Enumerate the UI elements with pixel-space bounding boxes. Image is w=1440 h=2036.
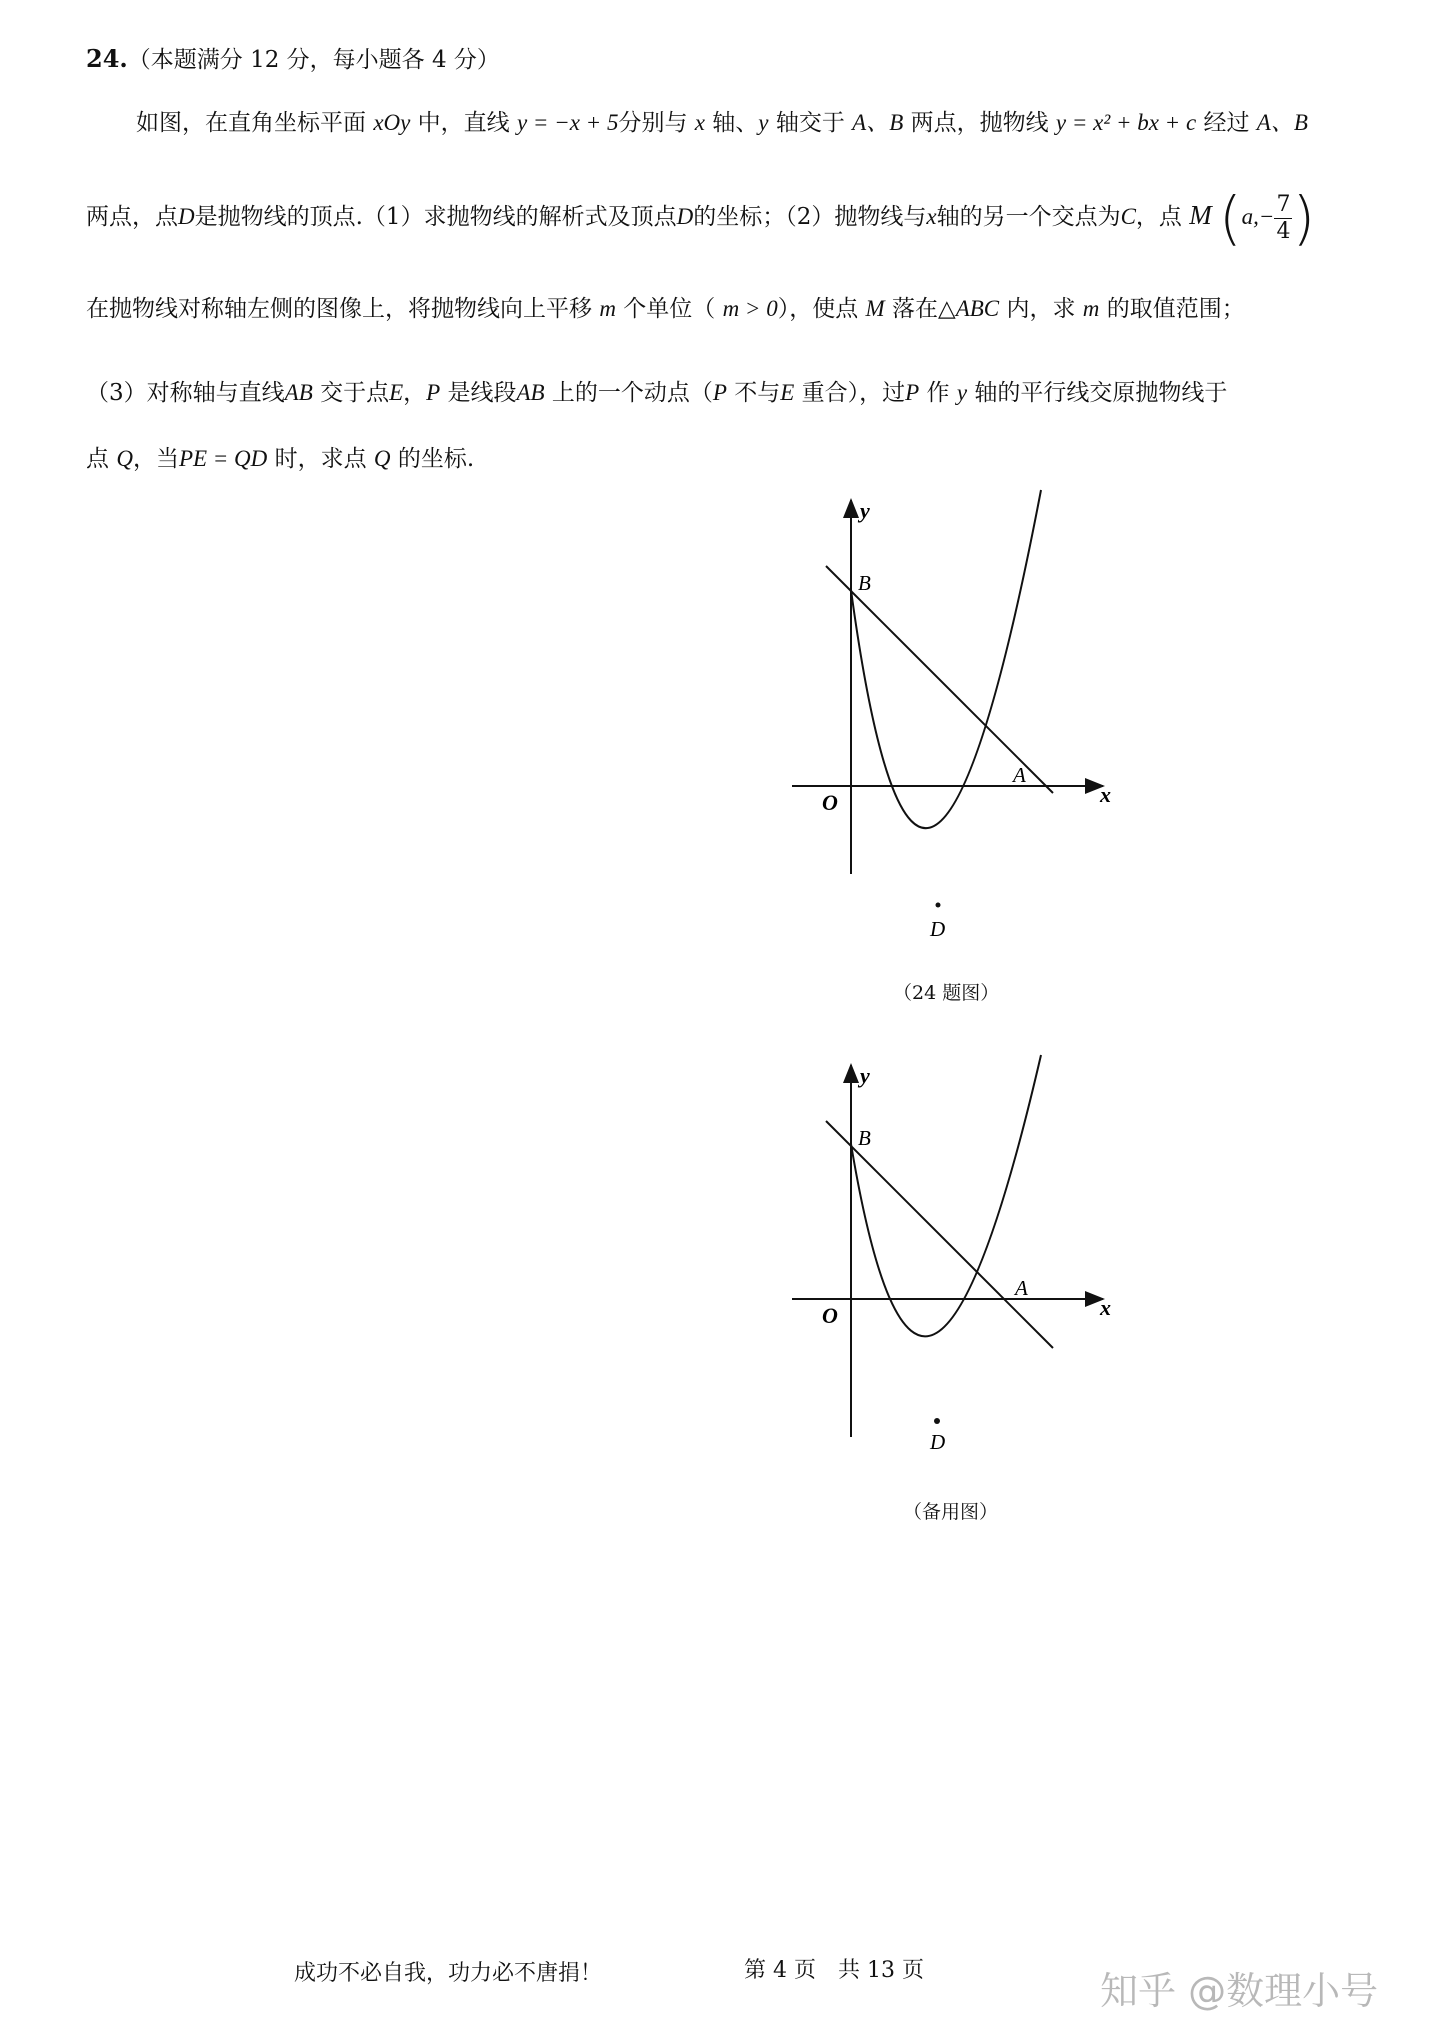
figure-24 bbox=[760, 490, 1120, 941]
text: 上的一个动点（ bbox=[551, 380, 713, 406]
math: y bbox=[758, 110, 769, 135]
label-d: D bbox=[930, 1430, 946, 1454]
math: AB bbox=[284, 380, 313, 405]
text: 不与 bbox=[734, 380, 781, 406]
problem-line-2 bbox=[86, 184, 1316, 252]
math: E bbox=[389, 380, 404, 405]
text: ，点 bbox=[1135, 204, 1182, 230]
text: 两点，抛物线 bbox=[910, 110, 1049, 136]
label-a: A bbox=[1013, 763, 1026, 787]
label-b: B bbox=[858, 571, 871, 595]
math: Q bbox=[373, 446, 391, 471]
problem-line-4 bbox=[86, 378, 1227, 408]
text: 如图，在直角坐标平面 bbox=[136, 110, 366, 136]
fraction-numerator: 7 bbox=[1276, 191, 1291, 217]
math: x bbox=[694, 110, 705, 135]
problem-line-3 bbox=[86, 294, 1245, 324]
vertex-d-point bbox=[934, 1418, 940, 1424]
watermark: 知乎 @数理小号 bbox=[1100, 1969, 1379, 2013]
math: y = x² + bx + c bbox=[1055, 110, 1197, 135]
figure-backup-caption: （备用图） bbox=[903, 1501, 999, 1523]
footer-motto: 成功不必自我，功力必不唐捐！ bbox=[294, 1961, 603, 1986]
text: 重合），过 bbox=[801, 380, 906, 406]
text: 中，直线 bbox=[417, 110, 510, 136]
math: M bbox=[1189, 200, 1212, 230]
math: A、B bbox=[852, 110, 904, 135]
math: Q bbox=[116, 446, 133, 471]
text: 内，求 bbox=[1006, 296, 1076, 322]
text: （3）对称轴与直线 bbox=[86, 380, 285, 406]
text: 的坐标. bbox=[397, 446, 475, 472]
text: ），使点 bbox=[777, 296, 859, 322]
text: 时，求点 bbox=[274, 446, 367, 472]
label-y: y bbox=[860, 1063, 870, 1088]
paren-open: ( bbox=[1219, 184, 1242, 252]
math: ABC bbox=[955, 296, 1000, 321]
text: 轴的平行线交原抛物线于 bbox=[974, 380, 1228, 406]
text: 的坐标；（2）抛物线与 bbox=[693, 204, 927, 230]
math: P bbox=[712, 380, 727, 405]
text: 在抛物线对称轴左侧的图像上，将抛物线向上平移 bbox=[86, 296, 592, 322]
math: m bbox=[1082, 296, 1100, 321]
parabola bbox=[851, 1055, 1041, 1336]
fraction bbox=[1274, 192, 1292, 245]
text: 作 bbox=[926, 380, 950, 406]
text: 交于点 bbox=[320, 380, 390, 406]
math: y bbox=[956, 380, 968, 405]
figure-backup bbox=[760, 1055, 1120, 1475]
math: D bbox=[178, 204, 195, 229]
math: M bbox=[865, 296, 885, 321]
label-x: x bbox=[1100, 1295, 1111, 1320]
math: y = −x + 5 bbox=[516, 110, 619, 135]
math: m > 0 bbox=[722, 296, 778, 321]
text: 的取值范围； bbox=[1106, 296, 1245, 322]
text: 点 bbox=[86, 446, 109, 472]
text: 分别与 bbox=[618, 110, 688, 136]
math: x bbox=[926, 204, 937, 229]
vertex-d-point bbox=[936, 903, 941, 908]
text: 轴交于 bbox=[775, 110, 845, 136]
math: A、B bbox=[1256, 110, 1308, 135]
problem-line-5 bbox=[86, 444, 474, 474]
text: 轴、 bbox=[712, 110, 759, 136]
math: P bbox=[905, 380, 920, 405]
label-b: B bbox=[858, 1126, 871, 1150]
math: AB bbox=[516, 380, 545, 405]
paren-close: ) bbox=[1292, 184, 1316, 252]
label-a: A bbox=[1015, 1276, 1028, 1300]
math: xOy bbox=[373, 110, 411, 135]
math: m bbox=[599, 296, 616, 321]
text: 是线段 bbox=[447, 380, 517, 406]
text: 落在△ bbox=[892, 296, 956, 322]
text: 轴的另一个交点为 bbox=[936, 204, 1121, 230]
problem-line-1 bbox=[136, 108, 1308, 138]
label-origin: O bbox=[822, 790, 838, 815]
line-ab bbox=[826, 1121, 1053, 1348]
math: a,− bbox=[1241, 204, 1275, 229]
math: D bbox=[676, 204, 694, 229]
text: ， bbox=[403, 380, 427, 406]
problem-header bbox=[86, 44, 500, 75]
problem-number: 24. bbox=[86, 44, 128, 73]
text: 经过 bbox=[1203, 110, 1250, 136]
footer-page-number: 第 4 页 共 13 页 bbox=[744, 1958, 924, 1983]
label-d: D bbox=[930, 917, 946, 941]
score-note: （本题满分 12 分，每小题各 4 分） bbox=[127, 47, 500, 73]
label-x: x bbox=[1100, 782, 1111, 807]
text: 是抛物线的顶点.（1）求抛物线的解析式及顶点 bbox=[194, 204, 677, 230]
figure-24-caption: （24 题图） bbox=[893, 982, 1000, 1004]
math: PE = QD bbox=[178, 446, 268, 471]
text: 两点，点 bbox=[86, 204, 178, 230]
math: E bbox=[780, 380, 795, 405]
math: P bbox=[426, 380, 441, 405]
text: ，当 bbox=[132, 446, 179, 472]
text: 个单位（ bbox=[623, 296, 716, 322]
label-y: y bbox=[860, 498, 870, 523]
math: C bbox=[1120, 204, 1136, 229]
label-origin: O bbox=[822, 1303, 838, 1328]
fraction-denominator: 4 bbox=[1276, 218, 1291, 244]
